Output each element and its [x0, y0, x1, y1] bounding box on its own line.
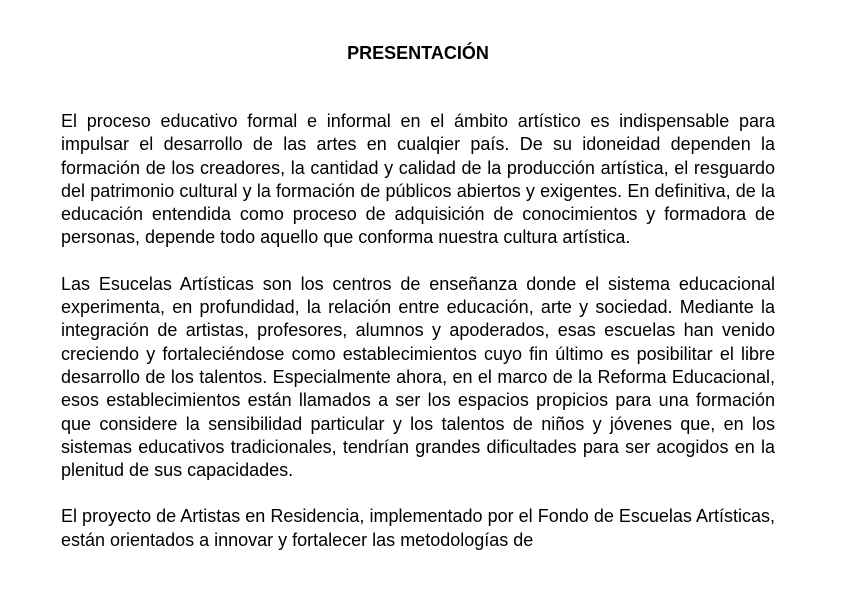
page-title: PRESENTACIÓN	[347, 43, 489, 63]
document-body	[61, 110, 775, 575]
paragraph-3: El proyecto de Artistas en Residencia, implementado por el Fondo de Escuelas Artísticas, están orientados a innovar y fortalecer las metodologías de	[61, 506, 775, 550]
paragraph-1: El proceso educativo formal e informal en el ámbito artístico es indispensable para impulsar el desarrollo de las artes en cualqier país. De su idoneidad dependen la formación de los creadores, la cantidad y calidad de la producción artística, el resguardo del patrimonio cultural y la formación de públicos abiertos y exigentes. En definitiva, de la educación entendida como proceso de adquisición de conocimientos y formadora de personas, depende todo aquello que conforma nuestra cultura artística.	[61, 111, 775, 248]
paragraph-2: Las Esucelas Artísticas son los centros de enseñanza donde el sistema educacional experimenta, en profundidad, la relación entre educación, arte y sociedad. Mediante la integración de artistas, profesores, alumnos y apoderados, esas escuelas han venido creciendo y fortaleciéndose como establecimientos cuyo fin último es posibilitar el libre desarrollo de los talentos. Especialmente ahora, en el marco de la Reforma Educacional, esos establecimientos están llamados a ser los espacios propicios para una formación que considere la sensibilidad particular y los talentos de niños y jóvenes que, en los sistemas educativos tradicionales, tendrían grandes dificultades para ser acogidos en la plenitud de sus capacidades.	[61, 273, 775, 481]
